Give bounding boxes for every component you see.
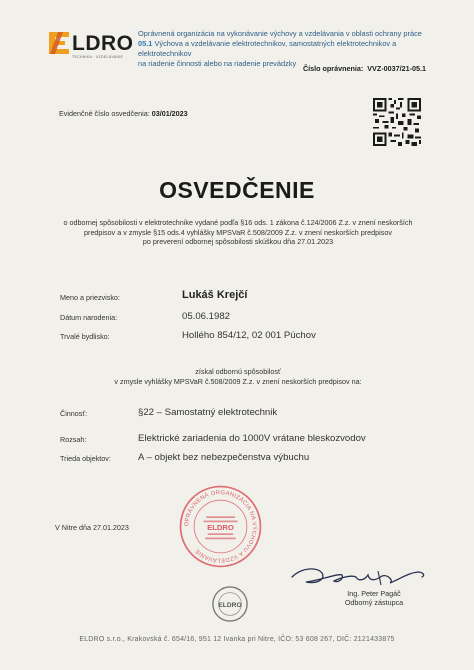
range-label: Rozsah:: [60, 435, 87, 444]
name-label: Meno a priezvisko:: [60, 293, 120, 302]
stamp-ring-text: OPRÁVNENÁ ORGANIZÁCIA NA VÝCHOVU A VZDELÁVANIE: [184, 490, 257, 563]
object-class-value: A – objekt bez nebezpečenstva výbuchu: [138, 452, 310, 463]
evidence-number: Evidenčné číslo osvedčenia: 03/01/2023: [59, 109, 188, 118]
logo-subtext: TECHNIKA · VZDELÁVANIE: [72, 55, 124, 59]
signer-name: Ing. Peter Pagáč: [347, 589, 401, 598]
signer-role: Odborný zástupca: [344, 598, 404, 607]
handwritten-signature-icon: [282, 563, 432, 589]
document-title: OSVEDČENIE: [159, 177, 315, 203]
activity-value: §22 – Samostatný elektrotechnik: [138, 407, 278, 418]
birth-date: 05.06.1982: [182, 311, 231, 322]
place-and-date: V Nitre dňa 27.01.2023: [55, 523, 129, 532]
person-name: Lukáš Krejčí: [182, 289, 248, 301]
organization-authorization: [138, 29, 448, 69]
official-stamp-icon: [178, 484, 263, 569]
seal-text: ELDRO: [218, 601, 242, 609]
eldro-logo: [49, 30, 134, 60]
company-footer: ELDRO s.r.o., Krakovská č. 654/16, 951 12 Ivanka pri Nitre, IČO: 53 608 267, DIČ: 2121433875: [79, 636, 395, 643]
round-seal-icon: [211, 585, 249, 623]
header-line-1: Oprávnená organizácia na vykonávanie výchovy a vzdelávania v oblasti ochrany práce: [138, 29, 422, 38]
address: Hollého 854/12, 02 001 Púchov: [182, 330, 316, 341]
authorization-number: 05.1: [138, 39, 153, 48]
object-class-label: Trieda objektov:: [60, 454, 111, 463]
qr-code-icon: [373, 98, 421, 146]
header-line-2: 05.1 Výchova a vzdelávanie elektrotechnikov, samostatných elektrotechnikov a elektrotechnikov: [138, 39, 397, 58]
competence-statement: získal odbornú spôsobilosť v zmysle vyhlášky MPSVaR č.508/2009 Z.z. v znení neskorších predpisov na:: [114, 367, 362, 386]
activity-label: Činnosť:: [60, 409, 88, 418]
logo-text: LDRO: [72, 32, 134, 55]
range-value: Elektrické zariadenia do 1000V vrátane bleskozvodov: [138, 433, 366, 444]
stamp-center-text: ELDRO: [207, 522, 234, 532]
birth-date-label: Dátum narodenia:: [60, 313, 118, 322]
logo-e-mark-icon: [49, 32, 69, 54]
signer-block: [324, 589, 424, 607]
address-label: Trvalé bydlisko:: [60, 332, 110, 341]
header-line-3: na riadenie činnosti alebo na riadenie prevádzky: [138, 59, 297, 68]
authorization-code: Číslo oprávnenia: VVZ-0037/21-05.1: [302, 64, 426, 73]
preamble-text: o odbornej spôsobilosti v elektrotechnike vydané podľa §16 ods. 1 zákona č.124/2006 Z.z. v znení neskorších predpisov a v zmysle §15 ods.4 vyhlášky MPSVaR č.508/2009 Z.z. v znení neskorších predpisov po preverení odbornej spôsobilosti skúškou dňa 27.01.2023: [63, 218, 413, 246]
